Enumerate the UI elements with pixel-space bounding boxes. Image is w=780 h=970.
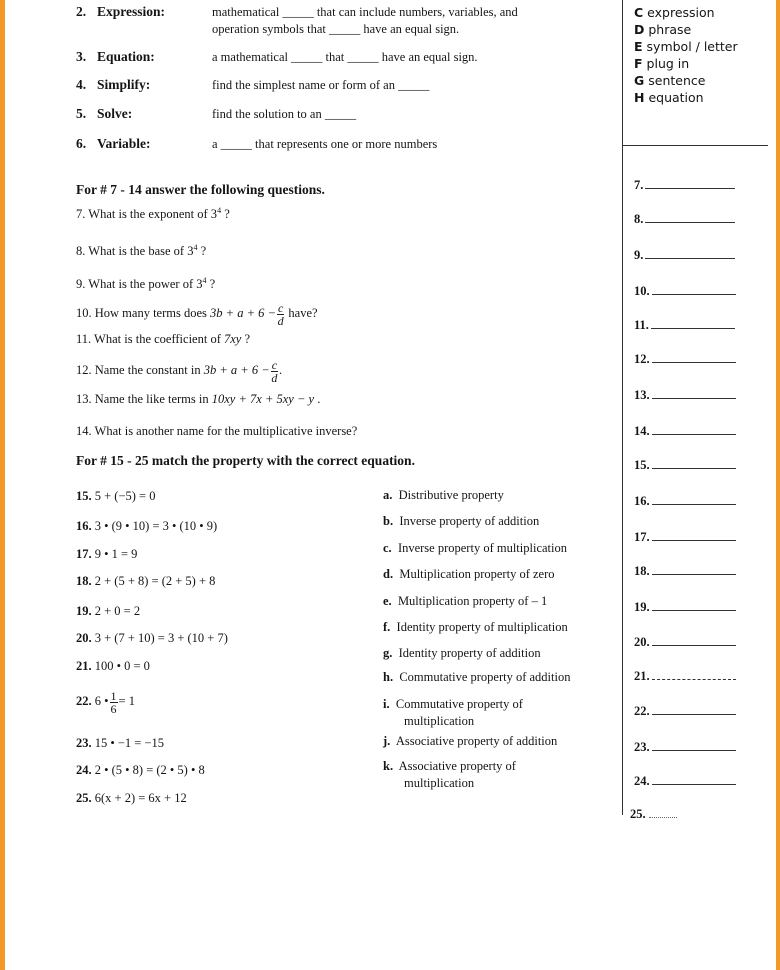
word-bank-bottom-rule xyxy=(622,145,768,146)
property-item-continuation: multiplication xyxy=(404,714,475,728)
vocab-num: 5. xyxy=(76,106,87,121)
equation-item: 23. 15 • −1 = −15 xyxy=(76,736,165,750)
vocab-term: Simplify: xyxy=(97,77,151,92)
answer-blank[interactable]: 21. xyxy=(634,667,736,684)
question-14: 14. What is another name for the multiplicative inverse? xyxy=(76,424,358,438)
answer-blank[interactable]: 10. xyxy=(634,282,736,299)
answer-blank[interactable]: 19. xyxy=(634,598,736,615)
property-item: b. Inverse property of addition xyxy=(383,514,540,528)
word-bank-letter: H xyxy=(634,90,645,105)
property-item: a. Distributive property xyxy=(383,488,504,502)
vocab-definition: mathematical _____ that can include numbers, variables, and xyxy=(212,5,518,19)
vocab-definition: find the simplest name or form of an _____ xyxy=(212,78,430,92)
answer-blank[interactable]: 12. xyxy=(634,350,736,367)
equation-item: 15. 5 + (−5) = 0 xyxy=(76,489,156,503)
equation-item: 24. 2 • (5 • 8) = (2 • 5) • 8 xyxy=(76,763,205,777)
equation-item: 17. 9 • 1 = 9 xyxy=(76,547,138,561)
answer-blank[interactable]: 9. xyxy=(634,246,735,263)
question-12: 12. Name the constant in 3b + a + 6 − $\frac{c}{d}$ . xyxy=(76,357,283,385)
answer-blank[interactable]: 18. xyxy=(634,562,736,579)
answer-blank[interactable]: 17. xyxy=(634,528,736,545)
property-item: j. Associative property of addition xyxy=(383,734,558,748)
equation-item: 20. 3 + (7 + 10) = 3 + (10 + 7) xyxy=(76,631,228,645)
orange-border-right xyxy=(776,0,780,970)
word-bank-letter: G xyxy=(634,73,645,88)
answer-blank[interactable]: 14. xyxy=(634,422,736,439)
property-item: e. Multiplication property of – 1 xyxy=(383,594,548,608)
question-13: 13. Name the like terms in 10xy + 7x + 5xy − y . xyxy=(76,392,321,406)
equation-item: 21. 100 • 0 = 0 xyxy=(76,659,150,673)
equation-item: 16. 3 • (9 • 10) = 3 • (10 • 9) xyxy=(76,519,218,533)
equation-item: 19. 2 + 0 = 2 xyxy=(76,604,141,618)
equation-item: 22. 6 • $\frac{1}{6}$ = 1 xyxy=(76,688,135,716)
question-7: 7. What is the exponent of $3^4$ ? xyxy=(76,206,230,222)
word-bank-word: plug in xyxy=(646,56,690,71)
property-item: c. Inverse property of multiplication xyxy=(383,541,567,555)
equation-item: 18. 2 + (5 + 8) = (2 + 5) + 8 xyxy=(76,574,216,588)
vocab-num: 2. xyxy=(76,4,87,19)
question-11: 11. What is the coefficient of 7xy ? xyxy=(76,332,251,346)
question-9: 9. What is the power of $3^4$ ? xyxy=(76,276,216,292)
vocab-term: Equation: xyxy=(97,49,155,64)
word-bank-word: sentence xyxy=(648,73,706,88)
vocab-definition: a _____ that represents one or more numbers xyxy=(212,137,438,151)
vocab-num: 3. xyxy=(76,49,87,64)
answer-blank[interactable]: 25. xyxy=(630,806,677,822)
answer-blank[interactable]: 22. xyxy=(634,702,736,719)
question-8: 8. What is the base of $3^4$ ? xyxy=(76,243,207,259)
property-item: f. Identity property of multiplication xyxy=(383,620,568,634)
property-item: i. Commutative property of xyxy=(383,697,523,711)
vocab-term: Variable: xyxy=(97,136,151,151)
word-bank-word: equation xyxy=(648,90,704,105)
answer-column-divider xyxy=(622,0,623,815)
word-bank-letter: F xyxy=(634,56,643,71)
answer-blank[interactable]: 20. xyxy=(634,633,736,650)
section-heading: For # 7 - 14 answer the following questions. xyxy=(76,182,325,197)
answer-blank[interactable]: 15. xyxy=(634,456,736,473)
property-item-continuation: multiplication xyxy=(404,776,475,790)
answer-blank[interactable]: 23. xyxy=(634,738,736,755)
vocab-definition: a mathematical _____ that _____ have an equal sign. xyxy=(212,50,478,64)
word-bank-letter: E xyxy=(634,39,643,54)
property-item: g. Identity property of addition xyxy=(383,646,541,660)
answer-blank[interactable]: 16. xyxy=(634,492,736,509)
word-bank-word: phrase xyxy=(648,22,692,37)
orange-border-left xyxy=(0,0,5,970)
vocab-definition: find the solution to an _____ xyxy=(212,107,357,121)
answer-blank[interactable]: 13. xyxy=(634,386,736,403)
answer-blank[interactable]: 24. xyxy=(634,772,736,789)
word-bank-letter: D xyxy=(634,22,645,37)
word-bank-letter: C xyxy=(634,5,644,20)
vocab-num: 4. xyxy=(76,77,87,92)
property-item: k. Associative property of xyxy=(383,759,516,773)
section-heading: For # 15 - 25 match the property with the correct equation. xyxy=(76,453,415,468)
vocab-term: Solve: xyxy=(97,106,133,121)
property-item: d. Multiplication property of zero xyxy=(383,567,555,581)
answer-blank[interactable]: 8. xyxy=(634,210,735,227)
vocab-num: 6. xyxy=(76,136,87,151)
vocab-definition: operation symbols that _____ have an equal sign. xyxy=(212,22,460,36)
answer-blank[interactable]: 7. xyxy=(634,176,735,193)
word-bank-word: expression xyxy=(647,5,715,20)
equation-item: 25. 6(x + 2) = 6x + 12 xyxy=(76,791,187,805)
question-10: 10. How many terms does 3b + a + 6 − $\frac{c}{d}$ have? xyxy=(76,300,318,328)
word-bank-word: symbol / letter xyxy=(646,39,738,54)
property-item: h. Commutative property of addition xyxy=(383,670,571,684)
vocab-term: Expression: xyxy=(97,4,166,19)
answer-blank[interactable]: 11. xyxy=(634,316,735,333)
